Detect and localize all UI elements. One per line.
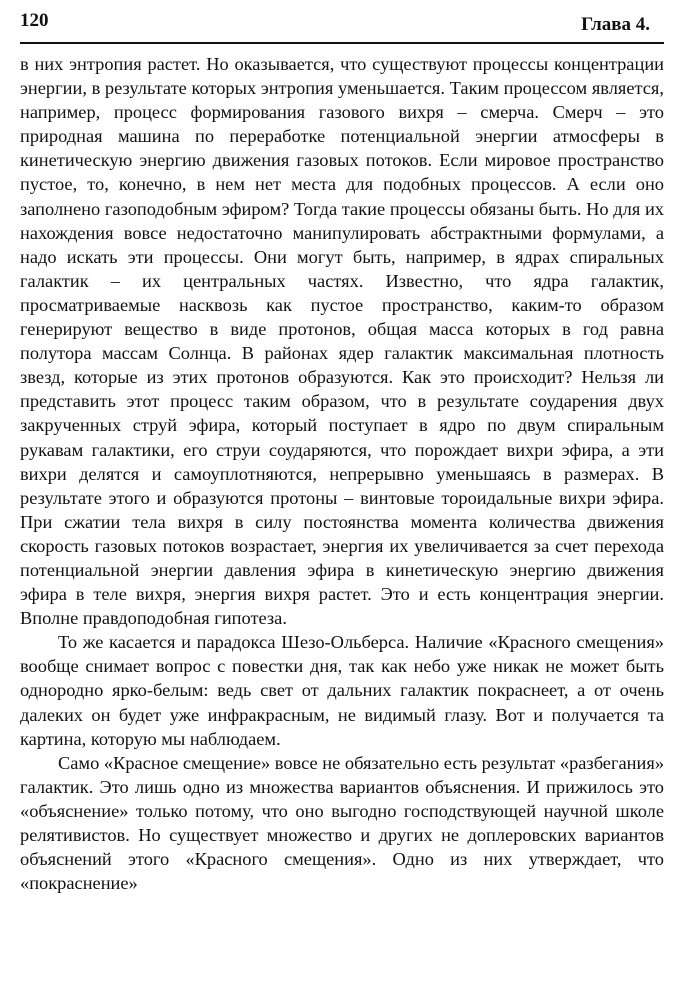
body-text bbox=[20, 52, 664, 895]
paragraph-1: в них энтропия растет. Но оказывается, что существуют процессы концентрации энергии, в результате которых энтропия уменьшается. Таким процессом является, например, процесс формирования газового вихря – смерча. Смерч – это природная машина по переработке потенциальной энергии атмосферы в кинетическую энергию движения газовых потоков. Если мировое пространство пустое, то, конечно, в нем нет места для подобных процессов. А если оно заполнено газоподобным эфиром? Тогда такие процессы обязаны быть. Но для их нахождения вовсе недостаточно манипулировать абстрактными формулами, а надо искать эти процессы. Они могут быть, например, в ядрах спиральных галактик – их центральных частях. Известно, что ядра галактик, просматриваемые насквозь как пустое пространство, каким-то образом генерируют вещество в виде протонов, общая масса которых в год равна полутора массам Солнца. В районах ядер галактик максимальная плотность звезд, которые из этих протонов образуются. Как это происходит? Нельзя ли представить этот процесс таким образом, что в результате соударения двух закрученных струй эфира, который поступает в ядро по двум спиральным рукавам галактики, его струи соударяются, что порождает вихри эфира, а эти вихри делятся и самоуплотняются, непрерывно уменьшаясь в размерах. В результате этого и образуются протоны – винтовые тороидальные вихри эфира. При сжатии тела вихря в силу постоянства момента количества движения скорость газовых потоков возрастает, энергия их увеличивается за счет перехода потенциальной энергии давления эфира в кинетическую энергию движения эфира в теле вихря, энергия вихря растет. Это и есть концентрация энергии. Вполне правдоподобная гипотеза. bbox=[20, 54, 664, 629]
page-header bbox=[20, 6, 664, 44]
chapter-title: Глава 4. bbox=[581, 14, 650, 35]
paragraph-2: То же касается и парадокса Шезо-Ольберса. Наличие «Красного смещения» вообще снимает вопрос с повестки дня, так как небо уже никак не может быть однородно ярко-белым: ведь свет от дальних галактик покраснеет, а от очень далеких он будет уже инфракрасным, не видимый глазу. Вот и получается та картина, которую мы наблюдаем. bbox=[20, 632, 664, 749]
paragraph-3: Само «Красное смещение» вовсе не обязательно есть результат «разбегания» галактик. Это лишь одно из множества вариантов объяснения. И прижилось это «объяснение» только потому, что оно выгодно господствующей научной школе релятивистов. Но существует множество и других не доплеровских вариантов объяснений этого «Красного смещения». Одно из них утверждает, что «покраснение» bbox=[20, 752, 665, 894]
page-number: 120 bbox=[20, 10, 49, 31]
